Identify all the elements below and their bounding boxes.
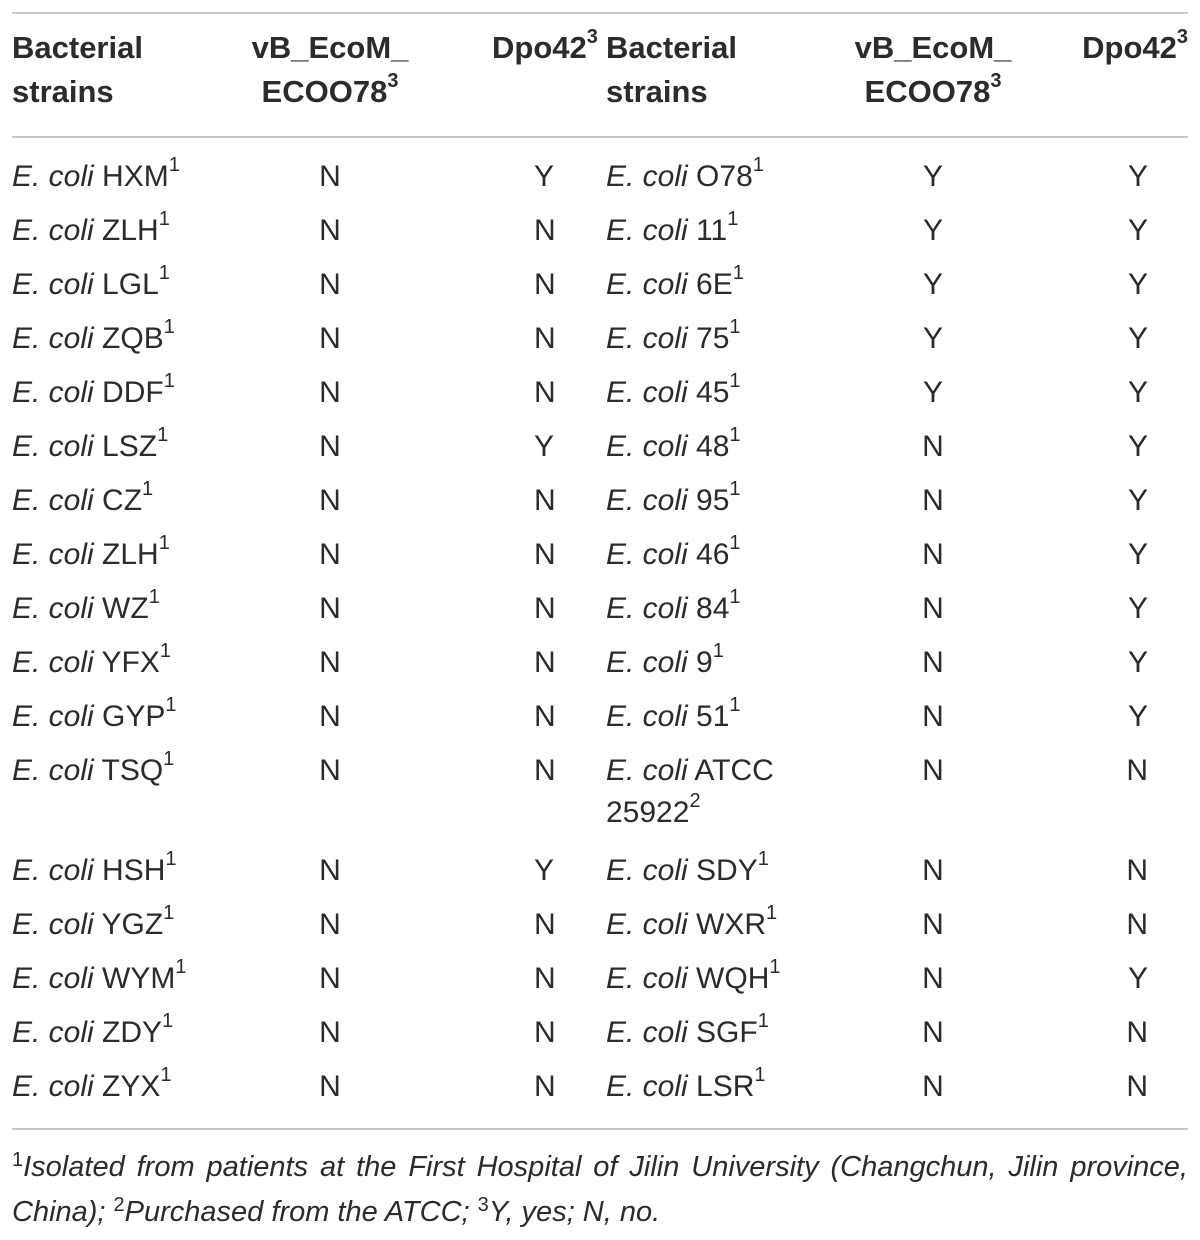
table-row <box>0 750 1200 850</box>
dpo42-result-right: Y <box>1127 214 1148 247</box>
strain-name-right: E. coli $75^1$ <box>606 316 741 355</box>
strain-name-left: E. coli ZLH$^1$ <box>12 208 170 247</box>
dpo42-result-left: N <box>534 754 556 787</box>
strain-name-right: E. coli SGF$^1$ <box>606 1010 769 1049</box>
strain-name-right: E. coli $45^1$ <box>606 370 741 409</box>
dpo42-result-right: Y <box>1127 700 1148 733</box>
phage-result-right: N <box>922 700 944 733</box>
phage-result-left: N <box>319 538 341 571</box>
table-row <box>0 1012 1200 1066</box>
strain-name-right: E. coli WXR$^1$ <box>606 902 778 941</box>
dpo42-result-right: N <box>1126 754 1148 787</box>
dpo42-result-left: Y <box>534 430 555 463</box>
header-phage-right: vB_EcoM_ $ECOO78^3$ <box>854 30 1012 109</box>
dpo42-result-right: Y <box>1127 646 1148 679</box>
table-body <box>0 138 1200 1120</box>
phage-result-left: N <box>319 1070 341 1103</box>
phage-result-right: N <box>922 538 944 571</box>
phage-result-right: Y <box>922 322 943 355</box>
dpo42-result-left: N <box>534 646 556 679</box>
header-row <box>0 26 1200 138</box>
dpo42-result-left: Y <box>534 160 555 193</box>
phage-result-right: N <box>922 962 944 995</box>
table-row <box>0 642 1200 696</box>
phage-result-right: N <box>922 754 944 787</box>
phage-result-right: Y <box>922 214 943 247</box>
strain-name-left: E. coli YGZ$^1$ <box>12 902 175 941</box>
strain-name-right: E. coli WQH$^1$ <box>606 956 781 995</box>
strain-name-right: E. coli ATCC 25922$^2$ <box>606 754 774 829</box>
table-row <box>0 480 1200 534</box>
strain-name-right: E. coli $9^1$ <box>606 640 724 679</box>
table-row <box>0 318 1200 372</box>
phage-result-left: N <box>319 700 341 733</box>
dpo42-result-right: Y <box>1127 962 1148 995</box>
dpo42-result-right: N <box>1126 854 1148 887</box>
phage-result-left: N <box>319 754 341 787</box>
phage-result-left: N <box>319 214 341 247</box>
table-row <box>0 850 1200 904</box>
table-row <box>0 210 1200 264</box>
phage-result-right: N <box>922 1070 944 1103</box>
table-row <box>0 696 1200 750</box>
table-row <box>0 958 1200 1012</box>
header-dpo42-left: $Dpo42^3$ <box>492 25 598 65</box>
phage-result-right: N <box>922 908 944 941</box>
phage-result-left: N <box>319 268 341 301</box>
table-row <box>0 156 1200 210</box>
strain-name-right: E. coli $84^1$ <box>606 586 741 625</box>
phage-result-left: N <box>319 484 341 517</box>
dpo42-result-left: N <box>534 322 556 355</box>
dpo42-result-right: N <box>1126 908 1148 941</box>
dpo42-result-left: N <box>534 538 556 571</box>
dpo42-result-left: N <box>534 592 556 625</box>
dpo42-result-right: Y <box>1127 268 1148 301</box>
phage-result-left: N <box>319 160 341 193</box>
phage-result-right: Y <box>922 160 943 193</box>
header-bacterial-strains-right: Bacterial strains <box>606 30 737 109</box>
phage-result-right: N <box>922 646 944 679</box>
strain-name-right: E. coli $11^1$ <box>606 208 739 247</box>
dpo42-result-right: Y <box>1127 376 1148 409</box>
strain-susceptibility-table <box>0 26 1200 1120</box>
dpo42-result-right: N <box>1126 1070 1148 1103</box>
header-bacterial-strains-left: Bacterial strains <box>12 30 143 109</box>
table-row <box>0 372 1200 426</box>
strain-name-left: E. coli $WZ^1$ <box>12 586 160 625</box>
strain-name-right: E. coli $O78^1$ <box>606 154 764 193</box>
phage-result-left: N <box>319 592 341 625</box>
table-top-rule <box>12 12 1188 14</box>
dpo42-result-right: Y <box>1127 484 1148 517</box>
phage-result-left: N <box>319 1016 341 1049</box>
phage-result-right: N <box>922 484 944 517</box>
table-row <box>0 534 1200 588</box>
phage-result-right: N <box>922 1016 944 1049</box>
phage-result-left: N <box>319 376 341 409</box>
table-row <box>0 426 1200 480</box>
dpo42-result-left: N <box>534 268 556 301</box>
strain-name-left: E. coli LGL$^1$ <box>12 262 170 301</box>
phage-result-right: N <box>922 592 944 625</box>
dpo42-result-left: Y <box>534 854 555 887</box>
phage-result-left: N <box>319 322 341 355</box>
strain-name-right: E. coli $46^1$ <box>606 532 741 571</box>
strain-name-left: E. coli ZQB$^1$ <box>12 316 175 355</box>
phage-result-left: N <box>319 646 341 679</box>
header-phage-left: vB_EcoM_ $ECOO78^3$ <box>251 30 409 109</box>
strain-name-left: E. coli $CZ^1$ <box>12 478 154 517</box>
dpo42-result-right: Y <box>1127 322 1148 355</box>
header-dpo42-right: $Dpo42^3$ <box>1082 25 1188 65</box>
phage-result-left: N <box>319 854 341 887</box>
dpo42-result-left: N <box>534 962 556 995</box>
phage-result-right: N <box>922 430 944 463</box>
strain-name-left: E. coli ZLH$^1$ <box>12 532 170 571</box>
strain-name-left: E. coli ZYX$^1$ <box>12 1064 172 1103</box>
dpo42-result-right: Y <box>1127 538 1148 571</box>
dpo42-result-right: Y <box>1127 430 1148 463</box>
table-row <box>0 588 1200 642</box>
strain-name-left: E. coli GYP$^1$ <box>12 694 177 733</box>
strain-name-right: E. coli $95^1$ <box>606 478 741 517</box>
strain-name-right: E. coli $51^1$ <box>606 694 741 733</box>
strain-name-left: E. coli LSZ$^1$ <box>12 424 169 463</box>
phage-result-left: N <box>319 908 341 941</box>
phage-result-right: Y <box>922 376 943 409</box>
dpo42-result-right: N <box>1126 1016 1148 1049</box>
table-bottom-rule <box>12 1128 1188 1130</box>
phage-result-right: N <box>922 854 944 887</box>
strain-name-left: E. coli HXM$^1$ <box>12 154 180 193</box>
dpo42-result-left: N <box>534 214 556 247</box>
dpo42-result-left: N <box>534 376 556 409</box>
dpo42-result-left: N <box>534 1070 556 1103</box>
table-footnote: $^1$Isolated from patients at the First Hospital of Jilin University (Changchun, Jilin province, China); $^2$Purchased from the ATCC; $^3$Y, yes; N, no. <box>12 1149 1188 1228</box>
strain-name-left: E. coli DDF$^1$ <box>12 370 175 409</box>
strain-name-right: E. coli $6E^1$ <box>606 262 744 301</box>
phage-result-right: Y <box>922 268 943 301</box>
strain-name-left: E. coli HSH$^1$ <box>12 848 177 887</box>
dpo42-result-left: N <box>534 700 556 733</box>
dpo42-result-right: Y <box>1127 160 1148 193</box>
table-row <box>0 264 1200 318</box>
table-row <box>0 904 1200 958</box>
strain-name-right: E. coli LSR$^1$ <box>606 1064 766 1103</box>
dpo42-result-left: N <box>534 1016 556 1049</box>
strain-name-right: E. coli $48^1$ <box>606 424 741 463</box>
strain-name-left: E. coli WYM$^1$ <box>12 956 187 995</box>
table-row <box>0 1066 1200 1120</box>
strain-name-left: E. coli YFX$^1$ <box>12 640 171 679</box>
phage-result-left: N <box>319 430 341 463</box>
strain-name-left: E. coli TSQ$^1$ <box>12 748 175 787</box>
dpo42-result-right: Y <box>1127 592 1148 625</box>
strain-name-left: E. coli ZDY$^1$ <box>12 1010 174 1049</box>
dpo42-result-left: N <box>534 484 556 517</box>
dpo42-result-left: N <box>534 908 556 941</box>
phage-result-left: N <box>319 962 341 995</box>
strain-name-right: E. coli SDY$^1$ <box>606 848 769 887</box>
